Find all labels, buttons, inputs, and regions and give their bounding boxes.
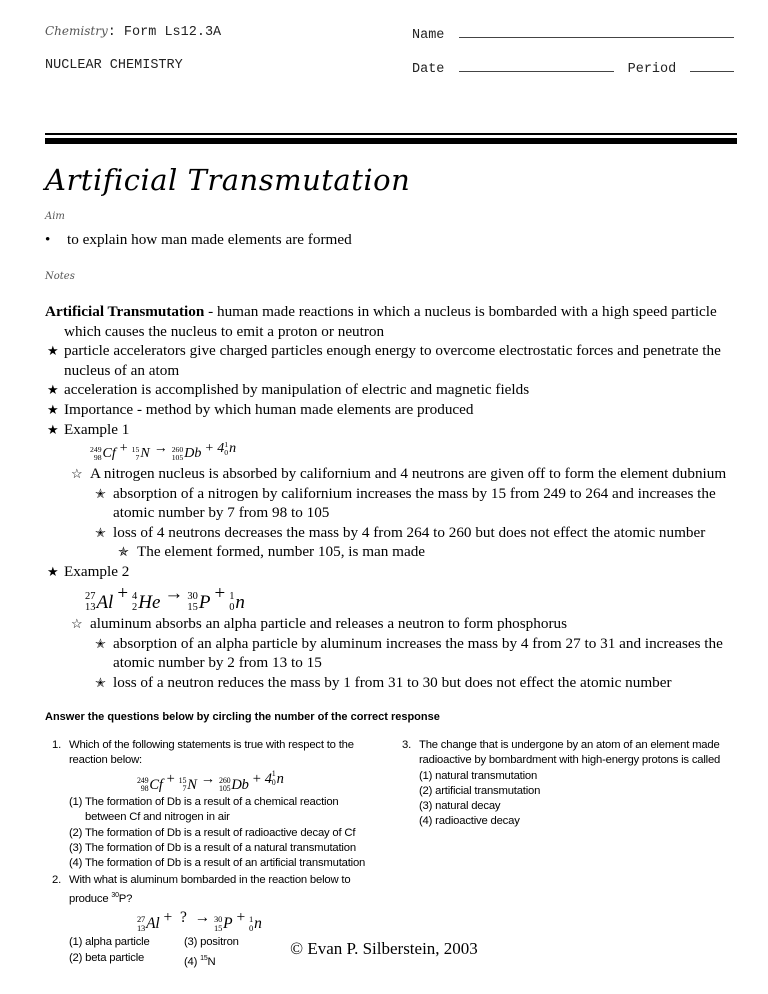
outline-star-icon: ☆ (71, 466, 83, 482)
notes-body (45, 302, 745, 692)
nuclide (132, 444, 150, 464)
star-icon: ✭ (95, 674, 106, 690)
star-icon: ★ (47, 343, 59, 359)
nuclide-numbers (187, 592, 197, 614)
nuclide-numbers (272, 770, 276, 787)
atomic-number: 105 (219, 783, 231, 793)
answer-option[interactable]: (4) The formation of Db is a result of an artificial transmutation (69, 857, 366, 870)
element-symbol: Cf (149, 776, 163, 793)
aim-heading: Aim (45, 211, 65, 222)
answer-option[interactable]: (1) alpha particle (69, 936, 150, 949)
note-text: acceleration is accomplished by manipulation of electric and magnetic fields (64, 381, 530, 399)
nuclide-numbers (214, 915, 222, 933)
nuclide-numbers (249, 915, 253, 933)
page-title: Artificial Transmutation (45, 163, 411, 197)
nuclear-equation (137, 909, 262, 934)
element-symbol: n (254, 915, 262, 933)
coefficient: 4 (264, 770, 272, 787)
note-point (45, 341, 745, 380)
atomic-number: 0 (224, 447, 229, 457)
atomic-number: 98 (140, 783, 149, 793)
answer-option[interactable]: (3) positron (184, 936, 239, 949)
nuclide (132, 591, 160, 614)
mass-number: 1 (271, 769, 276, 779)
answer-option[interactable]: (1) The formation of Db is a result of a chemical reaction between Cf and nitrogen in air (69, 795, 339, 824)
element-symbol: Db (231, 776, 249, 793)
element-symbol: P (198, 592, 211, 614)
date-period-fields (412, 58, 734, 77)
date-blank[interactable] (459, 58, 614, 72)
course-label: Chemistry (45, 24, 108, 38)
example-1-summary (45, 464, 745, 484)
definition-term: Artificial Transmutation (45, 303, 205, 320)
note-point (45, 380, 745, 400)
note-text: Importance - method by which human made elements are produced (64, 400, 474, 418)
mass-number: 260 (219, 775, 231, 785)
answer-option[interactable]: (2) beta particle (69, 951, 145, 964)
mass-number: 1 (224, 439, 229, 449)
note-text: particle accelerators give charged particles enough energy to overcome electrostatic forces and penetrate the nucleus of an atom (64, 342, 721, 379)
summary-text: aluminum absorbs an alpha particle and releases a neutron to form phosphorus (90, 615, 568, 633)
equation-operator: + (166, 770, 175, 787)
nuclide (214, 913, 232, 935)
nuclide-numbers (132, 592, 137, 614)
mass-number: 30 (187, 590, 198, 602)
nuclide (179, 775, 197, 795)
element-symbol: Db (184, 446, 202, 462)
detail-text: loss of a neutron reduces the mass by 1 from 31 to 30 but does not effect the atomic number (113, 673, 672, 691)
mass-number: 1 (229, 590, 235, 602)
atomic-number: 15 (214, 923, 223, 934)
example-1-label (45, 420, 745, 440)
nuclear-equation (85, 582, 245, 614)
form-label: : Form Ls12.3A (107, 25, 222, 40)
example-2-detail (45, 634, 745, 673)
question-equation (69, 769, 382, 795)
element-symbol: Al (146, 915, 160, 933)
example-1-detail (45, 523, 745, 543)
definition (45, 302, 745, 341)
element-symbol: He (138, 592, 161, 614)
header-divider-thin (45, 133, 737, 135)
nuclide (187, 591, 210, 614)
nuclide-numbers (224, 441, 228, 457)
date-label: Date (412, 62, 445, 77)
equation-operator: + (252, 770, 261, 787)
copyright: © Evan P. Silberstein, 2003 (290, 939, 478, 958)
nuclide (217, 439, 236, 459)
unit-label: NUCLEAR CHEMISTRY (45, 58, 183, 73)
atomic-number: 98 (93, 453, 102, 463)
example-2-equation (45, 582, 745, 614)
answer-option[interactable]: (1) natural transmutation (419, 769, 538, 782)
nuclear-equation (90, 439, 237, 463)
question-text: Which of the following statements is true with respect to the reaction below: (69, 739, 354, 767)
star-icon: ✭ (95, 485, 106, 501)
coefficient: 4 (217, 441, 225, 457)
element-symbol: N (187, 776, 197, 793)
mass-number: 260 (171, 445, 184, 455)
atomic-number: 7 (182, 783, 187, 793)
mass-number: 15 (178, 775, 187, 785)
element-symbol: N (140, 446, 150, 462)
question-number: 1. (52, 739, 62, 751)
answer-option[interactable]: (3) natural decay (419, 800, 501, 813)
question-1 (52, 738, 382, 871)
equation-operator: + (119, 441, 128, 457)
answer-option[interactable]: (2) artificial transmutation (419, 784, 541, 797)
mass-number: 249 (137, 775, 149, 785)
question-text: The change that is undergone by an atom of an element made radioactive by bombardment with high-energy protons is called (419, 739, 721, 767)
star-icon: ★ (47, 382, 59, 398)
nuclide (249, 913, 262, 935)
nuclide (265, 769, 284, 789)
detail-text: loss of 4 neutrons decreases the mass by 4 from 264 to 260 but does not effect the atomic number (113, 523, 706, 541)
nuclide-numbers (90, 446, 102, 462)
atomic-number: 7 (135, 453, 140, 463)
atomic-number: 0 (271, 777, 276, 787)
outline-star-icon: ☆ (71, 616, 83, 632)
period-blank[interactable] (690, 58, 734, 72)
element-symbol: n (235, 592, 245, 614)
atomic-number: 0 (229, 601, 235, 613)
question-number: 3. (402, 739, 412, 751)
equation-operator: + (163, 909, 173, 927)
element-symbol: n (276, 770, 284, 787)
mass-number: 27 (85, 590, 96, 602)
nuclide (137, 775, 163, 795)
nuclide-numbers (85, 592, 95, 614)
equation-operator: → (164, 582, 184, 604)
equation-operator: + (214, 582, 226, 604)
name-field[interactable] (412, 24, 734, 43)
option-label: N (207, 955, 216, 968)
atomic-number: 13 (137, 923, 146, 934)
equation-operator: → (153, 441, 168, 457)
question-text (69, 873, 382, 907)
mass-number: 249 (90, 445, 102, 455)
element-symbol: Cf (102, 446, 116, 462)
equation-operator: → (200, 770, 216, 787)
mass-number: 15 (131, 445, 140, 455)
mass-number: 15 (200, 954, 208, 962)
equation-operator: + (205, 441, 214, 457)
notes-heading: Notes (45, 271, 75, 282)
name-blank[interactable] (459, 24, 734, 38)
equation-operator: + (117, 582, 129, 604)
period-label: Period (627, 62, 677, 77)
element-symbol: Al (96, 592, 114, 614)
element-symbol: P (223, 915, 233, 933)
nuclide-numbers (219, 777, 230, 794)
equation-operator: → (194, 909, 211, 927)
nuclide (90, 444, 116, 464)
nuclide-numbers (132, 446, 140, 462)
nuclide (172, 444, 202, 464)
mass-number: 30 (214, 914, 223, 925)
star-icon: ★ (47, 421, 59, 437)
definition-text: - human made reactions in which a nucleus is bombarded with a high speed particle which causes the nucleus to emit a proton or neutron (64, 303, 717, 340)
question-text-part: P? (118, 893, 133, 906)
mass-number: 4 (132, 590, 138, 602)
star-icon: ✭ (95, 635, 106, 651)
answer-option[interactable]: (4) radioactive decay (419, 815, 520, 828)
nuclear-equation (137, 769, 284, 793)
mass-number: 27 (137, 914, 146, 925)
nuclide-numbers (172, 446, 184, 462)
bullet-icon: • (45, 231, 51, 248)
subdetail-text: The element formed, number 105, is man made (137, 543, 426, 561)
example-1-subdetail (45, 542, 745, 562)
star-icon: ✯ (118, 544, 129, 560)
star-icon: ★ (47, 401, 59, 417)
element-symbol: n (229, 441, 237, 457)
example-label: Example 2 (64, 563, 130, 580)
example-label: Example 1 (64, 420, 130, 438)
atomic-number: 105 (171, 453, 184, 463)
instructions: Answer the questions below by circling the number of the correct response (45, 711, 440, 723)
nuclide-numbers (137, 777, 148, 794)
option-label: (4) (184, 955, 201, 968)
question-equation (69, 907, 382, 935)
star-icon: ★ (47, 564, 59, 579)
example-2-summary (45, 614, 745, 634)
equation-operator: + (236, 909, 245, 927)
header-divider-thick (45, 138, 737, 144)
question-3 (402, 738, 732, 830)
question-number: 2. (52, 874, 62, 886)
nuclide-numbers (137, 915, 145, 933)
example-2-detail (45, 673, 745, 693)
atomic-number: 13 (85, 601, 96, 613)
aim-item (45, 231, 352, 249)
mass-number: 1 (249, 914, 254, 925)
question-text-part: With what is aluminum bombarded in the reaction below to produce (69, 874, 351, 906)
name-label: Name (412, 28, 445, 43)
nuclide (229, 591, 245, 614)
course-form-label (45, 24, 221, 40)
nuclide-numbers (179, 777, 187, 794)
atomic-number: 2 (132, 601, 138, 613)
aim-text: to explain how man made elements are formed (67, 231, 352, 248)
nuclide-numbers (229, 592, 234, 614)
summary-text: A nitrogen nucleus is absorbed by californium and 4 neutrons are given off to form the element dubnium (90, 465, 727, 483)
example-1-equation (45, 439, 745, 464)
example-1-detail (45, 484, 745, 523)
example-2-label (45, 562, 745, 582)
detail-text: absorption of an alpha particle by aluminum increases the mass by 4 from 27 to 31 and increases the atomic number by 2 from 13 to 15 (113, 634, 723, 672)
note-point (45, 400, 745, 420)
detail-text: absorption of a nitrogen by californium increases the mass by 15 from 249 to 264 and increases the atomic number by 7 from 98 to 105 (113, 484, 716, 522)
unknown-particle: ? (180, 909, 187, 927)
nuclide (137, 913, 160, 935)
star-icon: ✭ (95, 524, 106, 540)
atomic-number: 0 (249, 923, 254, 934)
nuclide (219, 775, 249, 795)
atomic-number: 15 (187, 601, 198, 613)
answer-option[interactable]: (3) The formation of Db is a result of a natural transmutation (69, 841, 356, 854)
answer-option[interactable]: (2) The formation of Db is a result of radioactive decay of Cf (69, 826, 356, 839)
mass-number: 30 (111, 892, 119, 900)
nuclide (85, 591, 113, 614)
